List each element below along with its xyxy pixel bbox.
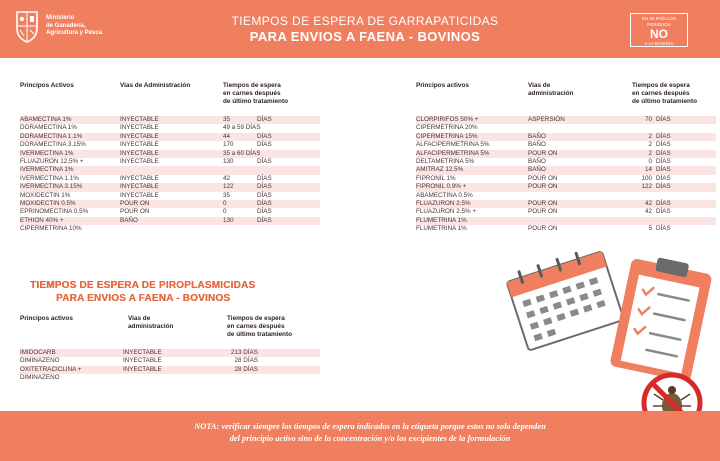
cell-wait: 28 DÍAS [234, 357, 258, 365]
cell-wait-value: 130 [223, 157, 234, 165]
cell-route: POUR ON [528, 199, 558, 207]
cell-wait-unit: DÍAS [656, 149, 671, 157]
cell-route: INYECTABLE [120, 191, 159, 199]
cell-principle: MOXIDECTIN 1% [20, 191, 71, 199]
cell-route: BAÑO [528, 132, 546, 140]
cell-principle: IVERMECTINA 3.15% [20, 183, 83, 191]
cell-route: POUR ON [528, 225, 558, 233]
cell-principle: MOXIDECTIN 0.5% [20, 199, 76, 207]
table-body [20, 116, 320, 233]
table-row [416, 150, 716, 158]
cell-route: BAÑO [528, 141, 546, 149]
cell-route: POUR ON [528, 183, 558, 191]
table-row [416, 141, 716, 149]
table-row [20, 208, 320, 216]
cell-principle: ABAMECTINA 1% [20, 116, 72, 123]
cell-principle: DELTAMETRINA 5% [416, 157, 475, 165]
cell-wait-unit: DÍAS [656, 174, 671, 182]
cell-route: POUR ON [528, 149, 558, 157]
cell-route: BAÑO [528, 166, 546, 174]
table-row [20, 166, 320, 174]
cell-wait-unit: DÍAS [257, 157, 272, 165]
cell-route: POUR ON [528, 174, 558, 182]
cell-wait-unit: DÍAS [656, 116, 671, 123]
cell-wait-unit: DÍAS [656, 199, 671, 207]
cell-wait-unit: DÍAS [656, 166, 671, 174]
cell-principle: AMITRAZ 12.5% [416, 166, 464, 174]
cell-principle: ETHION 40% + [20, 216, 64, 224]
table-header [20, 315, 320, 349]
cell-principle: FIPRONIL 1% [416, 174, 456, 182]
cell-route: INYECTABLE [123, 349, 162, 356]
cell-principle: FLUAZURON 2.5% [416, 199, 471, 207]
table-row [416, 200, 716, 208]
cell-principle: DORAMECTINA 3.15% [20, 141, 86, 149]
cell-route: INYECTABLE [120, 141, 159, 149]
cell-wait-unit: DÍAS [257, 183, 272, 191]
cell-route: INYECTABLE [120, 124, 159, 132]
col-principle-header: Principos activos [416, 82, 469, 89]
cell-wait-value: 2 [648, 141, 652, 149]
cell-principle: CIPERMETRINA 15% [416, 132, 478, 140]
cell-route: ASPERSIÓN [528, 116, 565, 123]
col-wait-header: Tiempos de espera en carnes después de último tratamiento [227, 315, 292, 338]
col-route-header: Vias de administración [128, 315, 174, 330]
table-row [20, 116, 320, 124]
calendar-icon [505, 246, 624, 351]
col-wait-header: Tiempos de espera en carnes después de último tratamiento [632, 82, 697, 105]
cell-principle: IMIDOCARB [20, 349, 56, 356]
cell-wait: 213 DÍAS [231, 349, 258, 356]
table-row [416, 217, 716, 225]
table-header [416, 82, 716, 116]
table-row [416, 133, 716, 141]
table-row [416, 166, 716, 174]
cell-wait-unit: DÍAS [656, 208, 671, 216]
cell-wait-unit: DÍAS [656, 141, 671, 149]
cell-wait-value: 35 [223, 191, 231, 199]
col-wait-header: Tiempos de espera en carnes después de último tratamiento [223, 82, 288, 105]
cell-wait-unit: DÍAS [257, 116, 272, 123]
piroplasmicidas-table [20, 315, 320, 383]
cell-wait-value: 0 [223, 199, 227, 207]
cell-wait-value: 49 a 59 DÍAS [223, 124, 261, 132]
cell-wait-value: 35 a 60 DÍAS [223, 149, 261, 157]
cell-principle: FLUAZURON 2.5% + [416, 208, 477, 216]
table-row [20, 175, 320, 183]
cell-wait-value: 2 [648, 149, 652, 157]
cell-wait-value: 42 [644, 199, 652, 207]
cell-wait-unit: DÍAS [257, 199, 272, 207]
cell-wait-value: 0 [648, 157, 652, 165]
header-banner [0, 0, 720, 58]
cell-principle: EPRINOMECTINA 0.5% [20, 208, 89, 216]
col-principle-header: Principos activos [20, 315, 73, 322]
residue-badge: EN MI PAÍS LOS RESIDUOS NO A LA BASURA [630, 13, 688, 47]
cell-wait-value: 122 [223, 183, 234, 191]
table-row [20, 124, 320, 132]
table-row [416, 192, 716, 200]
cell-wait-unit: DÍAS [656, 225, 671, 233]
page-title [200, 14, 530, 44]
cell-wait-unit: DÍAS [656, 132, 671, 140]
cell-principle: ALFACIPERMETRINA 5% [416, 141, 490, 149]
cell-route: INYECTABLE [120, 116, 159, 123]
cell-principle: ABAMECTINA 0.5% [416, 191, 473, 199]
table-row [416, 175, 716, 183]
cell-principle: IVERMECTINA 1.1% [20, 174, 79, 182]
cell-wait-unit: DÍAS [257, 132, 272, 140]
cell-principle: IVERMECTINA 1% [20, 166, 74, 174]
table-header [20, 82, 320, 116]
cell-wait-value: 100 [641, 174, 652, 182]
cell-principle: FLUMETRINA 1% [416, 225, 467, 233]
table-row [20, 200, 320, 208]
table-row [416, 225, 716, 233]
cell-wait-value: 35 [223, 116, 231, 123]
cell-wait-unit: DÍAS [257, 191, 272, 199]
cell-route: POUR ON [528, 208, 558, 216]
cell-principle: CIPERMETRINA 20% [416, 124, 478, 132]
table-row [20, 349, 320, 357]
cell-route: INYECTABLE [120, 183, 159, 191]
uruguay-shield-icon [14, 8, 40, 44]
table-row [20, 192, 320, 200]
cell-route: INYECTABLE [120, 157, 159, 165]
table-row [20, 158, 320, 166]
cell-route: BAÑO [120, 216, 138, 224]
title-line-2: PARA ENVIOS A FAENA - BOVINOS [249, 29, 481, 44]
table-row [416, 124, 716, 132]
table-row [20, 217, 320, 225]
table-row [416, 208, 716, 216]
clipboard-icon [609, 252, 713, 383]
cell-wait-value: 0 [223, 208, 227, 216]
ministry-logo [14, 8, 164, 48]
piroplasmicidas-title: TIEMPOS DE ESPERA DE PIROPLASMICIDAS PARA ENVIOS A FAENA - BOVINOS [30, 280, 256, 304]
cell-principle: OXITETRACICLINA + [20, 365, 82, 373]
cell-wait-value: 170 [223, 141, 234, 149]
cell-wait-unit: DÍAS [656, 157, 671, 165]
col-principle-header: Principos Activos [20, 82, 74, 89]
table-row [416, 116, 716, 124]
cell-principle: CIPERMETRINA 10% [20, 225, 82, 233]
cell-principle: FLUAZURON 12,5% + [20, 157, 84, 165]
cell-wait-value: 42 [644, 208, 652, 216]
cell-wait-value: 14 [644, 166, 652, 174]
cell-principle: DIMINAZENO [20, 357, 60, 365]
cell-route: INYECTABLE [123, 357, 162, 365]
cell-principle: FIPRONIL 0.9% + [416, 183, 467, 191]
cell-route: BAÑO [528, 157, 546, 165]
cell-route: INYECTABLE [120, 174, 159, 182]
cell-wait-value: 5 [648, 225, 652, 233]
cell-route: INYECTABLE [123, 365, 162, 373]
cell-wait: 28 DÍAS [234, 365, 258, 373]
table-row [20, 374, 320, 382]
logo-text: Ministerio de Ganadería, Agricultura y Pesca [46, 15, 103, 36]
cell-principle: CLORPIRIFOS 50% + [416, 116, 479, 123]
footer-note-banner [0, 411, 720, 461]
table-row [20, 225, 320, 233]
cell-wait-value: 122 [641, 183, 652, 191]
cell-wait-unit: DÍAS [257, 208, 272, 216]
title-line-1: TIEMPOS DE ESPERA DE GARRAPATICIDAS [231, 14, 499, 28]
cell-principle: DORAMECTINA 1.1% [20, 132, 83, 140]
cell-wait-unit: DÍAS [257, 174, 272, 182]
table-row [416, 183, 716, 191]
cell-route: POUR ON [120, 199, 150, 207]
cell-wait-value: 44 [223, 132, 231, 140]
cell-principle: ALFACIPERMETRINA 5% [416, 149, 490, 157]
table-body [416, 116, 716, 233]
cell-wait-unit: DÍAS [656, 183, 671, 191]
cell-route: INYECTABLE [120, 149, 159, 157]
cell-principle: DORAMECTINA 1% [20, 124, 78, 132]
table-row [20, 133, 320, 141]
cell-wait-unit: DÍAS [257, 141, 272, 149]
table-row [20, 366, 320, 374]
cell-wait-unit: DÍAS [257, 216, 272, 224]
table-body [20, 349, 320, 383]
cell-wait-value: 2 [648, 132, 652, 140]
col-route-header: Vias de Administración [120, 82, 191, 89]
garrapaticidas-table-right [416, 82, 716, 233]
table-row [20, 141, 320, 149]
cell-route: INYECTABLE [120, 132, 159, 140]
table-row [20, 150, 320, 158]
cell-wait-value: 70 [644, 116, 652, 123]
cell-principle: DIMINAZENO [20, 374, 60, 382]
cell-wait-value: 42 [223, 174, 231, 182]
cell-principle: FLUMETRINA 1% [416, 216, 467, 224]
cell-principle: IVERMECTINA 1% [20, 149, 74, 157]
table-row [416, 158, 716, 166]
footer-note: NOTA: verificar siempre los tiempos de espera indicados en la etiqueta porque estos no solo dependen del principio activo sino de la concentración y/o los excipientes de la formulación [194, 422, 546, 443]
table-row [20, 183, 320, 191]
cell-route: POUR ON [120, 208, 150, 216]
cell-wait-value: 130 [223, 216, 234, 224]
col-route-header: Vias de administración [528, 82, 574, 97]
garrapaticidas-table-left [20, 82, 320, 233]
table-row [20, 357, 320, 365]
